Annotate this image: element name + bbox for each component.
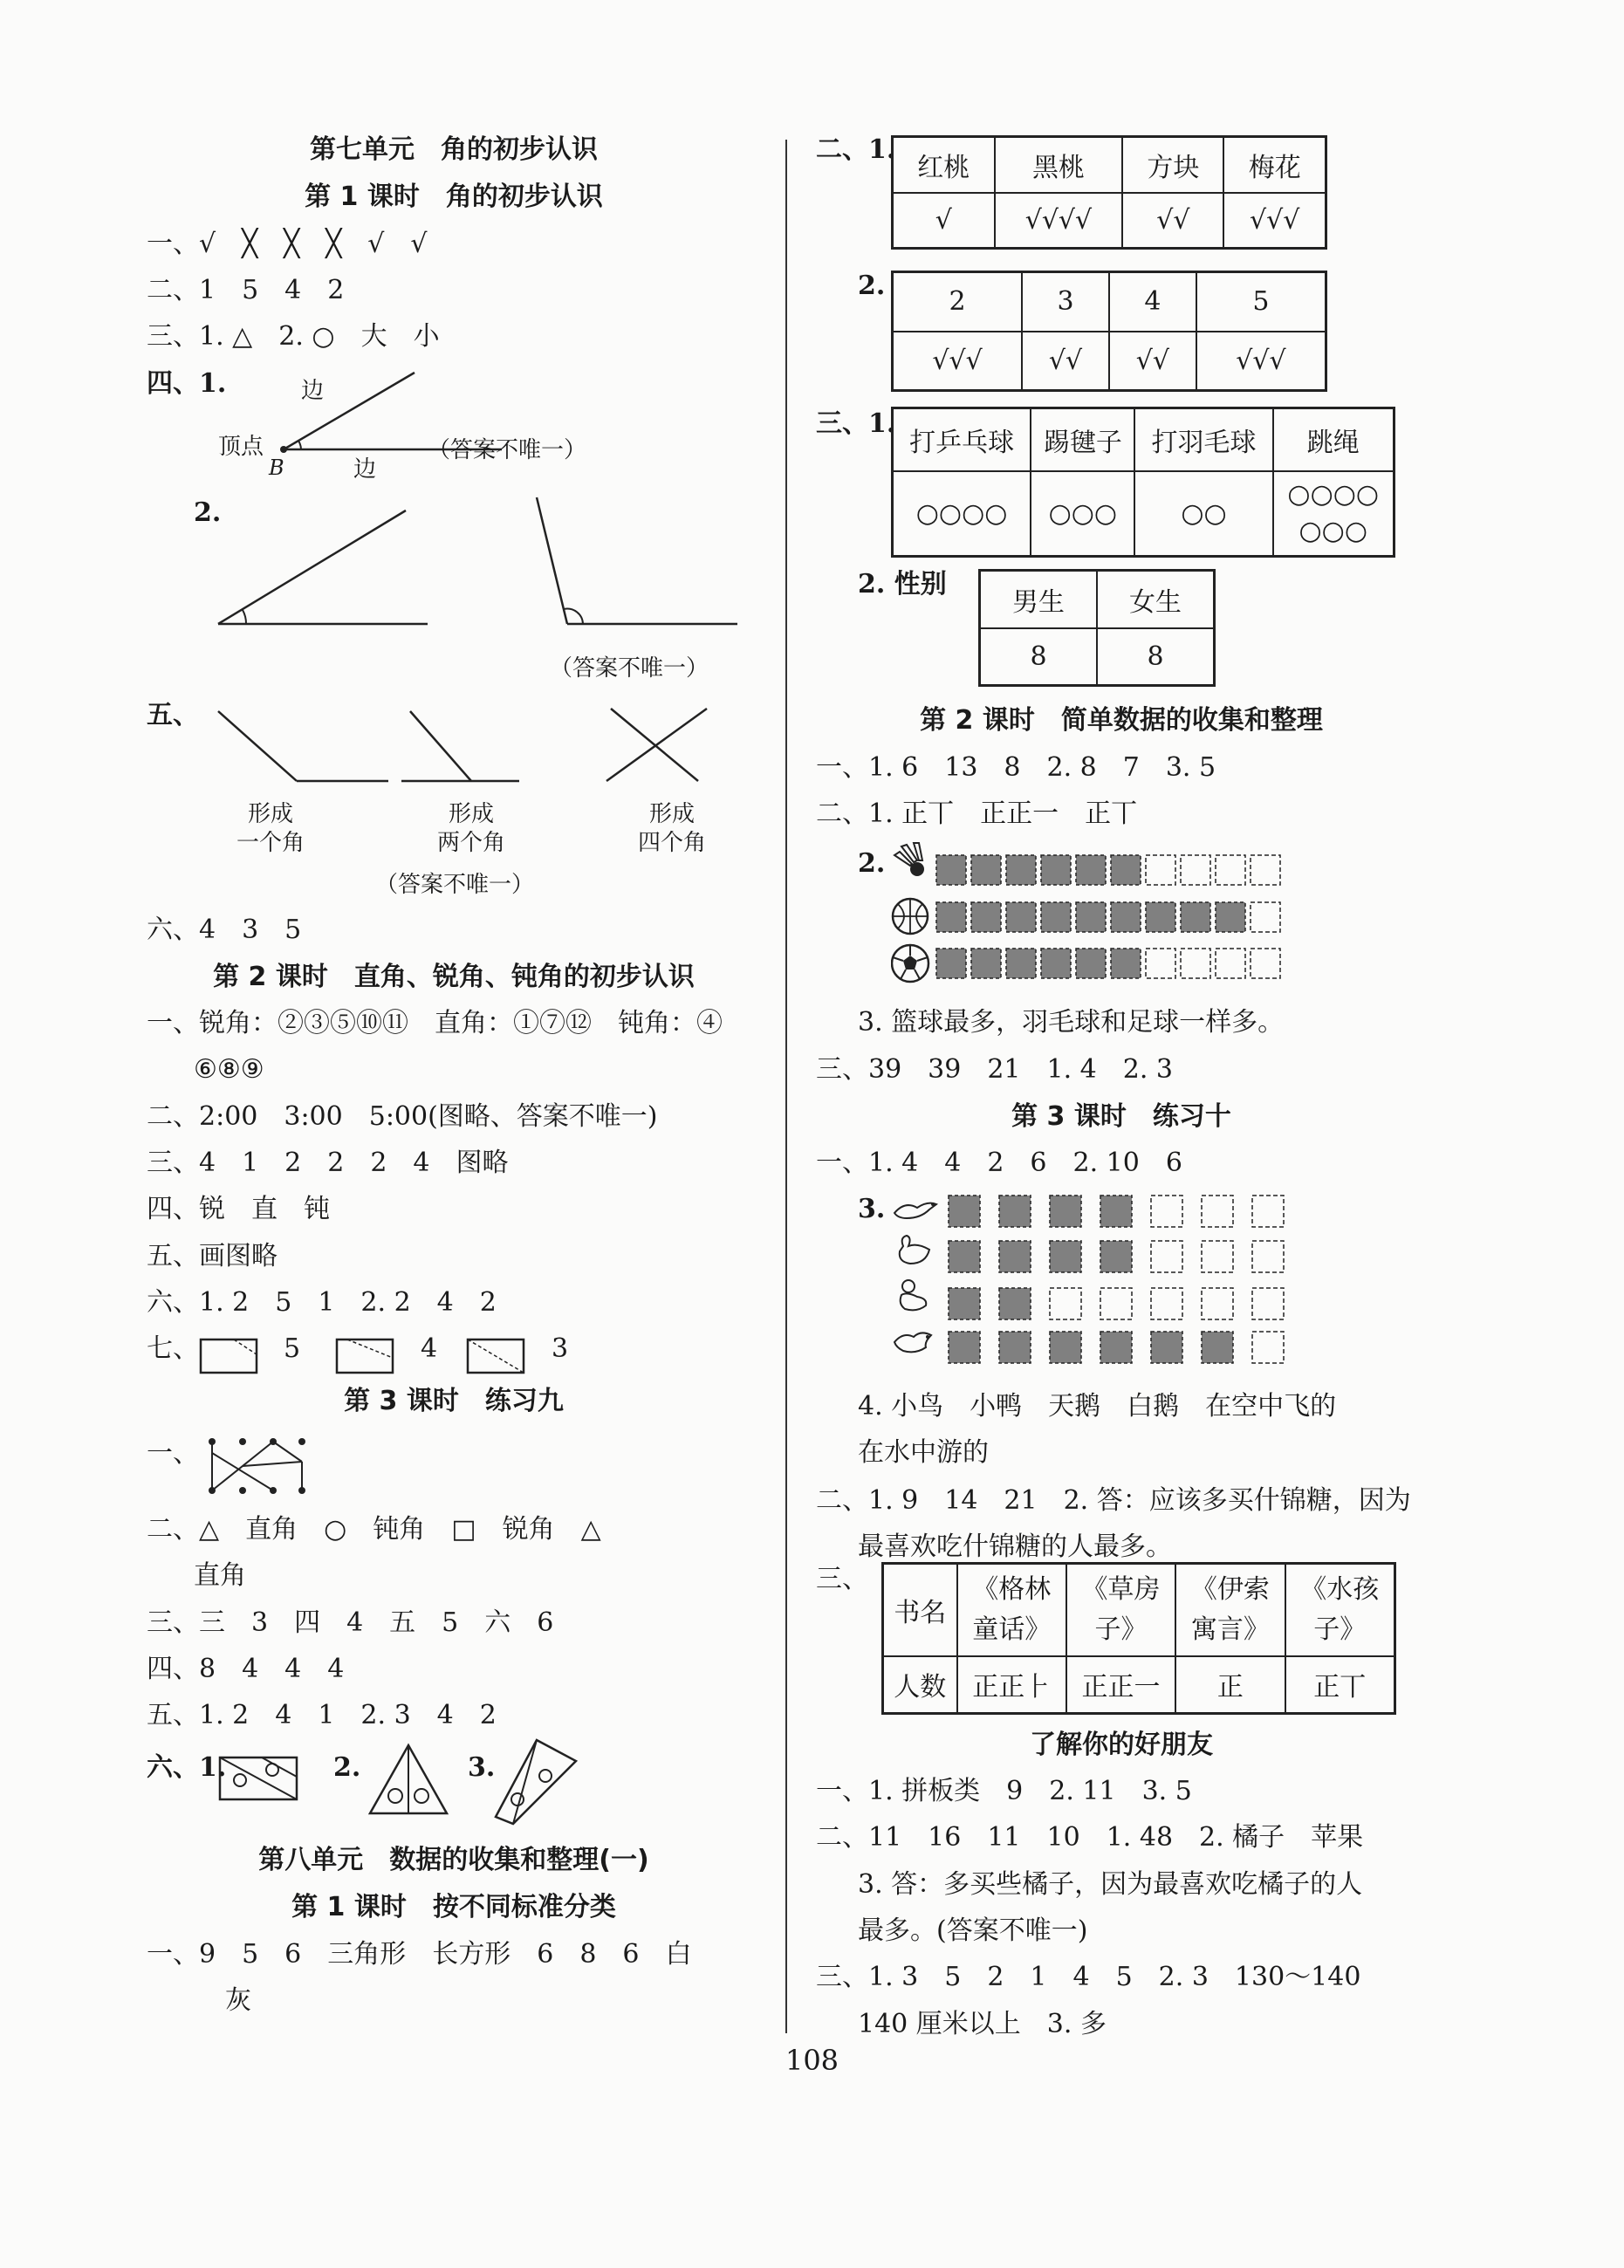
lesson3-title: 第 3 课时 练习九 xyxy=(344,1386,564,1416)
chart1-bars xyxy=(936,855,1280,978)
filled-block xyxy=(999,1241,1031,1272)
r-l3-q2-b: 最喜欢吃什锦糖的人最多。 xyxy=(858,1531,1172,1562)
empty-block xyxy=(1251,855,1280,885)
suit-value: √√√√ xyxy=(995,193,1123,249)
empty-block xyxy=(1252,1288,1284,1319)
sport-header: 踢毽子 xyxy=(1031,408,1134,471)
filled-block xyxy=(1041,902,1071,932)
triangle-cut-figure xyxy=(367,1742,454,1820)
filled-block xyxy=(1151,1332,1182,1363)
book-count: 正正一 xyxy=(1066,1656,1175,1714)
suit-table xyxy=(891,135,1327,250)
quadrilateral-cut-figure xyxy=(489,1737,585,1833)
l3-q4: 四、8 4 4 4 xyxy=(147,1654,345,1684)
lesson1-title: 第 1 课时 角的初步认识 xyxy=(305,182,603,212)
number-value: √√ xyxy=(1022,332,1109,391)
number-value: √√ xyxy=(1109,332,1196,391)
book-name-cell xyxy=(957,1564,1066,1656)
goose-icon xyxy=(894,1203,936,1218)
u8l1-q1-a: 一、9 5 6 三角形 长方形 6 8 6 白 xyxy=(147,1939,692,1970)
f-q3-b: 140 厘米以上 3. 多 xyxy=(858,2009,1107,2039)
filled-block xyxy=(1041,855,1071,885)
filled-block xyxy=(1006,902,1036,932)
book-name-line2: 寓言》 xyxy=(1190,1614,1270,1645)
l1-q2: 二、1 5 4 2 xyxy=(147,275,345,305)
filled-block xyxy=(1006,949,1036,978)
book-row-label: 人数 xyxy=(883,1656,957,1714)
l2-q7-label: 七、 xyxy=(147,1333,199,1364)
unit8-title: 第八单元 数据的收集和整理(一) xyxy=(258,1845,649,1875)
filled-block xyxy=(949,1332,980,1363)
sport-value: ○○ xyxy=(1134,471,1272,557)
sport-value-extra: ○○○ xyxy=(1299,516,1368,547)
r-l2-q2: 二、1. 正丅 正正一 正丅 xyxy=(816,798,1138,829)
bird-icon xyxy=(894,1333,931,1352)
filled-block xyxy=(936,902,966,932)
filled-block xyxy=(971,902,1001,932)
filled-block xyxy=(1181,902,1210,932)
l1-q5-label: 五、 xyxy=(147,700,199,730)
filled-block xyxy=(1111,855,1141,885)
empty-block xyxy=(1251,949,1280,978)
suit-header: 红桃 xyxy=(893,137,995,193)
r-lesson2-title: 第 2 课时 简单数据的收集和整理 xyxy=(920,705,1323,736)
book-name-line2: 子》 xyxy=(1094,1614,1148,1645)
filled-block xyxy=(936,855,966,885)
number-value: √√√ xyxy=(893,332,1023,391)
page-number: 108 xyxy=(785,2044,839,2077)
suit-header: 梅花 xyxy=(1223,137,1326,193)
filled-block xyxy=(971,855,1001,885)
empty-block xyxy=(1151,1288,1182,1319)
l3-q1-label: 一、 xyxy=(147,1438,199,1469)
empty-block xyxy=(1216,949,1245,978)
filled-block xyxy=(1111,902,1141,932)
unit7-title: 第七单元 角的初步认识 xyxy=(310,134,598,165)
r-lesson3-title: 第 3 课时 练习十 xyxy=(1011,1101,1231,1132)
r-l3-q4-a: 4. 小鸟 小鸭 天鹅 白鹅 在空中飞的 xyxy=(858,1391,1337,1422)
unit8-lesson1-title: 第 1 课时 按不同标准分类 xyxy=(291,1892,616,1922)
r-l3-q1: 一、1. 4 4 2 6 2. 10 6 xyxy=(816,1148,1182,1178)
lines-forming-angles-figure xyxy=(183,698,777,794)
empty-block xyxy=(1216,855,1245,885)
f-q2: 二、11 16 11 10 1. 48 2. 橘子 苹果 xyxy=(816,1822,1364,1853)
empty-block xyxy=(1251,902,1280,932)
rect-cut-triangles-figure xyxy=(218,1754,305,1806)
l2-q7-v3: 3 xyxy=(552,1333,569,1364)
l1-q4-note: （答案不唯一） xyxy=(428,437,587,463)
q3-1-label: 三、1. xyxy=(816,408,896,439)
suit-header: 黑桃 xyxy=(995,137,1123,193)
r-l2-q3: 3. 篮球最多，羽毛球和足球一样多。 xyxy=(858,1007,1285,1038)
book-name-cell xyxy=(1066,1564,1175,1656)
empty-block xyxy=(1252,1241,1284,1272)
sport-header: 跳绳 xyxy=(1273,408,1394,471)
book-count: 正正⺊ xyxy=(957,1656,1066,1714)
filled-block xyxy=(971,949,1001,978)
filled-block xyxy=(1050,1332,1081,1363)
r-l2-q1: 一、1. 6 13 8 2. 8 7 3. 5 xyxy=(816,752,1216,783)
sports-table xyxy=(891,407,1395,558)
r-l3-q3-label: 三、 xyxy=(816,1564,868,1594)
l3-q6-3-label: 3. xyxy=(468,1752,496,1783)
book-name-cell xyxy=(1285,1564,1395,1656)
suit-value: √√ xyxy=(1122,193,1223,249)
l3-q2-b: 直角 xyxy=(194,1560,246,1591)
book-count: 正丅 xyxy=(1285,1656,1395,1714)
book-name-cell xyxy=(1175,1564,1285,1656)
suit-value: √ xyxy=(893,193,995,249)
book-name-line1: 《伊索 xyxy=(1190,1573,1270,1605)
f-q1: 一、1. 拼板类 9 2. 11 3. 5 xyxy=(816,1776,1192,1806)
empty-block xyxy=(1151,1241,1182,1272)
filled-block xyxy=(1100,1196,1132,1227)
empty-block xyxy=(1252,1332,1284,1363)
fig2-caption-b: 两个角 xyxy=(436,830,505,856)
empty-block xyxy=(1100,1288,1132,1319)
number-header: 2 xyxy=(893,272,1023,332)
f-q2-3-a: 3. 答：多买些橘子，因为最喜欢吃橘子的人 xyxy=(858,1869,1363,1900)
bird-chart xyxy=(891,1189,1292,1381)
friend-title: 了解你的好朋友 xyxy=(1030,1730,1213,1760)
gender-value: 8 xyxy=(1097,628,1215,686)
q2-2-label: 2. xyxy=(858,271,886,301)
number-header: 3 xyxy=(1022,272,1109,332)
r-l3-q2-a: 二、1. 9 14 21 2. 答：应该多买什锦糖，因为 xyxy=(816,1485,1411,1516)
r-l3-q4-b: 在水中游的 xyxy=(858,1437,989,1468)
l3-q6-label: 六、1. xyxy=(147,1752,227,1783)
edge-label-bottom: 边 xyxy=(353,456,377,483)
filled-block xyxy=(999,1288,1031,1319)
soccer-ball-icon xyxy=(892,945,928,982)
l2-q2: 二、2:00 3:00 5:00(图略、答案不唯一) xyxy=(147,1101,658,1132)
r-l2-q-san: 三、39 39 21 1. 4 2. 3 xyxy=(816,1054,1174,1085)
l3-q3: 三、三 3 四 4 五 5 六 6 xyxy=(147,1607,554,1638)
f-q2-3-b: 最多。(答案不唯一) xyxy=(858,1915,1088,1946)
sport-value: ○○○○ xyxy=(893,471,1031,557)
l2-q5: 五、画图略 xyxy=(147,1241,278,1271)
r-l2-q2-2-label: 2. xyxy=(858,848,886,879)
l2-q4: 四、锐 直 钝 xyxy=(147,1194,330,1224)
empty-block xyxy=(1202,1196,1233,1227)
u8l1-q1-b: 灰 xyxy=(225,1985,251,2016)
ball-chart xyxy=(891,839,1380,988)
q2-1-label: 二、1. xyxy=(816,134,896,165)
dot-connection-figure xyxy=(199,1431,330,1501)
book-row-label: 书名 xyxy=(883,1564,957,1656)
books-table xyxy=(881,1562,1396,1715)
l3-q5: 五、1. 2 4 1 2. 3 4 2 xyxy=(147,1700,497,1730)
chart2-bars xyxy=(949,1196,1292,1363)
book-name-line1: 《水孩 xyxy=(1300,1573,1380,1605)
empty-block xyxy=(1202,1288,1233,1319)
filled-block xyxy=(1076,949,1106,978)
q3-2-label: 2. 性别 xyxy=(858,569,947,600)
filled-block xyxy=(1076,902,1106,932)
book-name-line2: 子》 xyxy=(1313,1614,1367,1645)
filled-block xyxy=(1111,949,1141,978)
filled-block xyxy=(999,1196,1031,1227)
l2-q7-v2: 4 xyxy=(421,1333,438,1364)
duck-icon xyxy=(901,1280,927,1310)
empty-block xyxy=(1146,855,1175,885)
filled-block xyxy=(1100,1332,1132,1363)
l2-q7-v1: 5 xyxy=(284,1333,301,1364)
cut-rectangles-figure xyxy=(199,1335,688,1379)
filled-block xyxy=(949,1241,980,1272)
l1-q4-label: 四、1. xyxy=(147,368,227,399)
filled-block xyxy=(1006,855,1036,885)
suit-header: 方块 xyxy=(1122,137,1223,193)
gender-header: 男生 xyxy=(980,571,1098,628)
empty-block xyxy=(1252,1196,1284,1227)
l1-q6: 六、4 3 5 xyxy=(147,915,302,945)
r-l3-q1-3-label: 3. xyxy=(858,1194,886,1224)
f-q3-a: 三、1. 3 5 2 1 4 5 2. 3 130～140 xyxy=(816,1962,1361,1992)
lesson2-title: 第 2 课时 直角、锐角、钝角的初步认识 xyxy=(213,962,695,992)
gender-header: 女生 xyxy=(1097,571,1215,628)
fig1-caption-b: 一个角 xyxy=(236,830,305,856)
filled-block xyxy=(1041,949,1071,978)
filled-block xyxy=(1050,1196,1081,1227)
filled-block xyxy=(1146,902,1175,932)
basketball-icon xyxy=(893,899,928,934)
fig1-caption-a: 形成 xyxy=(247,801,293,827)
l3-q2-a: 二、△ 直角 ○ 钝角 □ 锐角 △ xyxy=(147,1514,601,1545)
vertex-label: 顶点 xyxy=(218,434,264,460)
number-value: √√√ xyxy=(1196,332,1326,391)
filled-block xyxy=(936,949,966,978)
filled-block xyxy=(1216,902,1245,932)
filled-block xyxy=(1202,1332,1233,1363)
sport-header: 打乒乓球 xyxy=(893,408,1031,471)
shuttlecock-icon xyxy=(894,843,924,876)
l1-q5-note: （答案不唯一） xyxy=(375,872,535,898)
filled-block xyxy=(949,1196,980,1227)
l2-q1-a: 一、锐角：②③⑤⑩⑪ 直角：①⑦⑫ 钝角：④ xyxy=(147,1008,723,1038)
swan-icon xyxy=(900,1236,929,1264)
fig3-caption-b: 四个角 xyxy=(637,830,706,856)
sport-value: ○○○ xyxy=(1031,471,1134,557)
l1-q1: 一、√ ╳ ╳ ╳ √ √ xyxy=(147,229,428,259)
number-table xyxy=(891,271,1327,392)
number-header: 5 xyxy=(1196,272,1326,332)
l2-q6: 六、1. 2 5 1 2. 2 4 2 xyxy=(147,1287,497,1318)
fig3-caption-a: 形成 xyxy=(648,801,695,827)
filled-block xyxy=(999,1332,1031,1363)
book-name-line1: 《格林 xyxy=(972,1573,1052,1605)
empty-block xyxy=(1146,949,1175,978)
suit-value: √√√ xyxy=(1223,193,1326,249)
two-angles-figure xyxy=(209,489,785,637)
edge-label-top: 边 xyxy=(301,378,325,404)
book-name-line2: 童话》 xyxy=(972,1614,1052,1645)
l2-q1-b: ⑥⑧⑨ xyxy=(194,1054,264,1085)
l1-q3: 三、1. △ 2. ○ 大 小 xyxy=(147,321,440,352)
filled-block xyxy=(949,1288,980,1319)
fig2-caption-a: 形成 xyxy=(448,801,494,827)
sport-value: ○○○○ xyxy=(1287,479,1380,510)
empty-block xyxy=(1181,855,1210,885)
sport-header: 打羽毛球 xyxy=(1134,408,1272,471)
filled-block xyxy=(1100,1241,1132,1272)
filled-block xyxy=(1076,855,1106,885)
l1-q4-2-note: （答案不唯一） xyxy=(550,655,709,682)
sport-value-stack xyxy=(1273,471,1394,557)
filled-block xyxy=(1050,1241,1081,1272)
gender-value: 8 xyxy=(980,628,1098,686)
column-divider xyxy=(785,140,787,2033)
l3-q6-2-label: 2. xyxy=(333,1752,361,1783)
vertex-letter: B xyxy=(269,456,284,480)
empty-block xyxy=(1050,1288,1081,1319)
gender-table xyxy=(978,569,1216,687)
book-name-line1: 《草房 xyxy=(1081,1573,1161,1605)
book-count: 正 xyxy=(1175,1656,1285,1714)
empty-block xyxy=(1202,1241,1233,1272)
empty-block xyxy=(1151,1196,1182,1227)
empty-block xyxy=(1181,949,1210,978)
number-header: 4 xyxy=(1109,272,1196,332)
l2-q3: 三、4 1 2 2 2 4 图略 xyxy=(147,1148,509,1178)
l1-q4-2-label: 2. xyxy=(194,497,222,528)
